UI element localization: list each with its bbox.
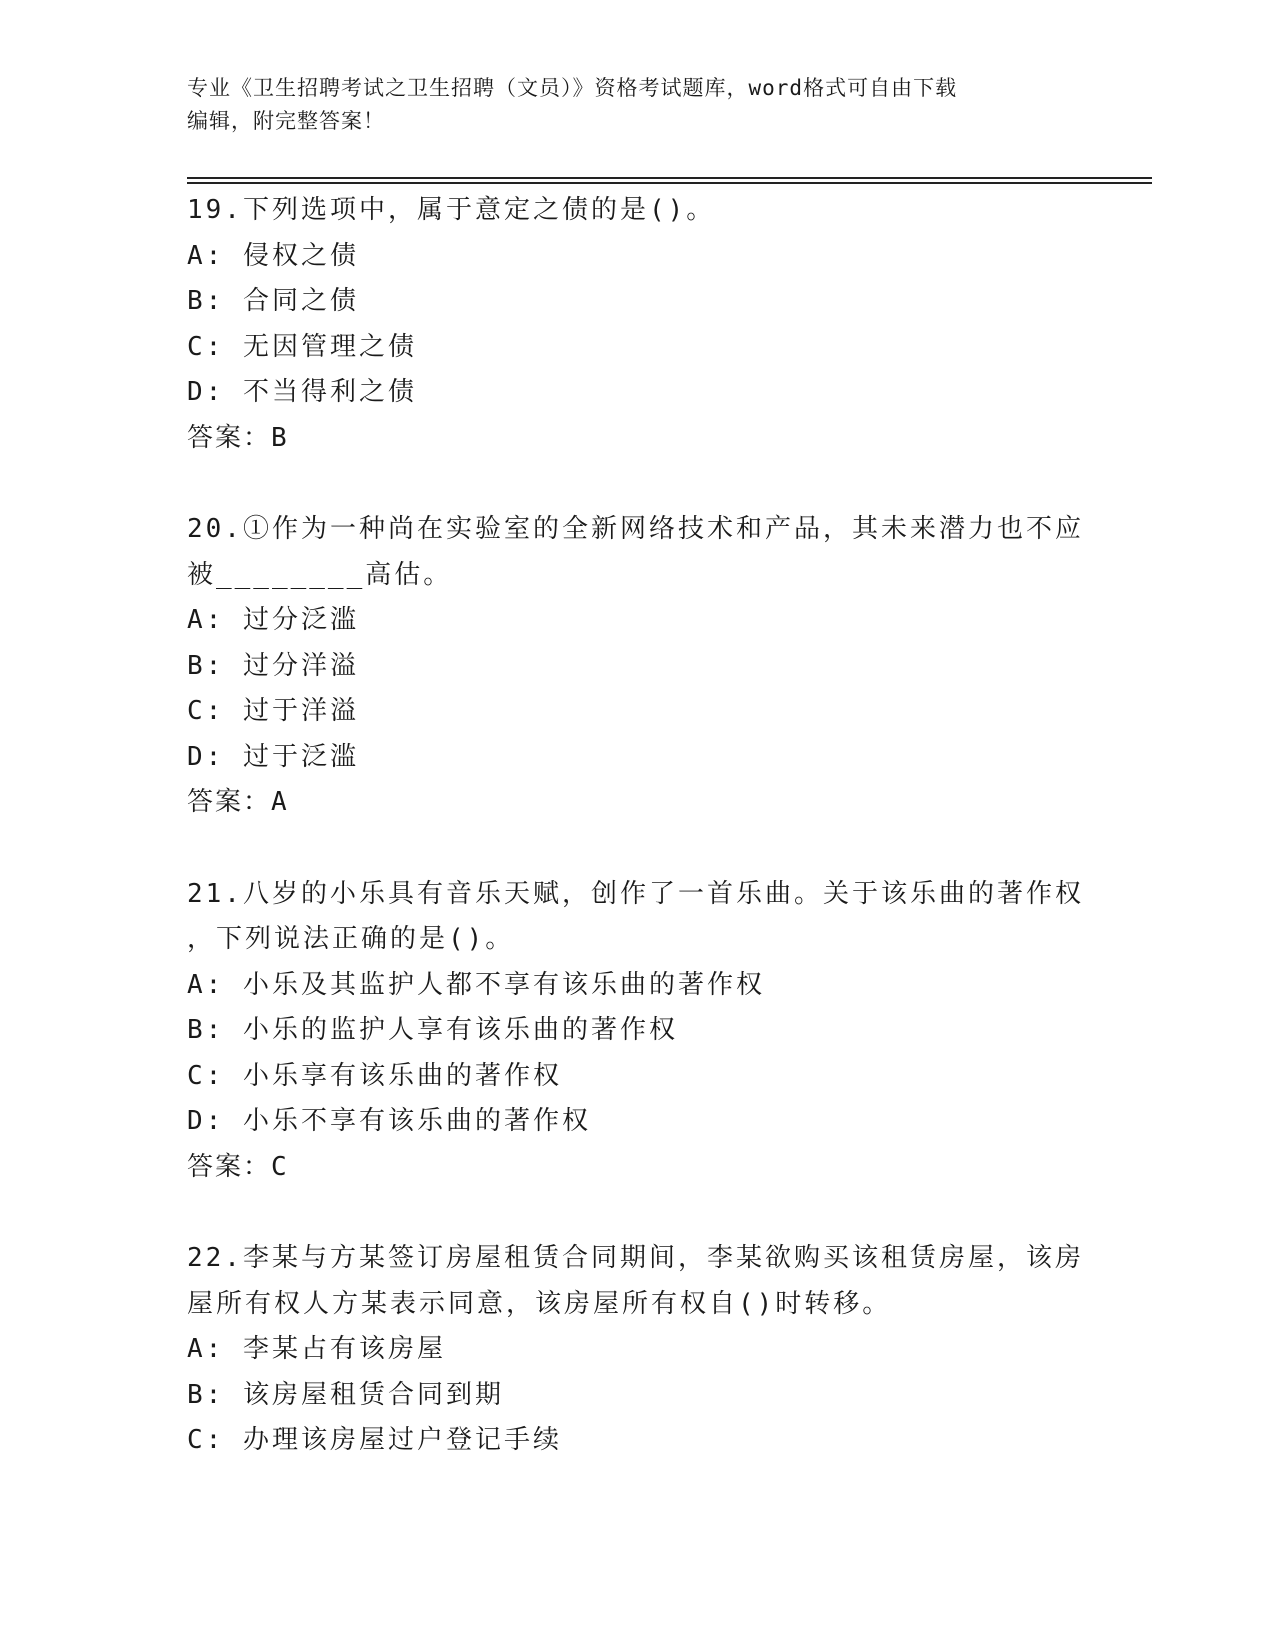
question-list xyxy=(187,188,1087,1510)
option-a: A: 过分泛滥 xyxy=(187,605,359,635)
option-a: A: 李某占有该房屋 xyxy=(187,1334,446,1364)
question-stem-line-2: 被________高估。 xyxy=(187,559,453,590)
option-b: B: 该房屋租赁合同到期 xyxy=(187,1379,504,1410)
answer-value: B xyxy=(271,422,289,453)
header-line-2: 编辑，附完整答案！ xyxy=(187,109,385,133)
header-divider-bottom xyxy=(187,182,1152,184)
question-19 xyxy=(187,188,1087,461)
answer-line xyxy=(187,780,1087,826)
question-stem-line-1: 22.李某与方某签订房屋租赁合同期间，李某欲购买该租赁房屋，该房 xyxy=(187,1243,1084,1273)
question-stem-line-1: 20.①作为一种尚在实验室的全新网络技术和产品，其未来潜力也不应 xyxy=(187,514,1084,544)
question-22 xyxy=(187,1236,1087,1464)
question-stem-line-2: 屋所有权人方某表示同意，该房屋所有权自()时转移。 xyxy=(187,1288,892,1319)
option-b: B: 合同之债 xyxy=(187,286,359,316)
answer-value: A xyxy=(271,787,289,817)
header-line-1: 专业《卫生招聘考试之卫生招聘（文员）》资格考试题库，word格式可自由下载 xyxy=(187,76,958,100)
answer-line xyxy=(187,416,1087,462)
option-d: D: 小乐不享有该乐曲的著作权 xyxy=(187,1106,591,1136)
header-divider-top xyxy=(187,177,1152,179)
option-b: B: 小乐的监护人享有该乐曲的著作权 xyxy=(187,1015,678,1045)
option-b: B: 过分洋溢 xyxy=(187,650,359,681)
option-a: A: 侵权之债 xyxy=(187,240,359,271)
document-header xyxy=(187,72,1067,138)
question-stem: 19.下列选项中，属于意定之债的是()。 xyxy=(187,195,716,225)
answer-label: 答案： xyxy=(187,422,272,453)
option-d: D: 过于泛滥 xyxy=(187,741,359,772)
answer-value: C xyxy=(271,1151,289,1182)
option-c: C: 小乐享有该乐曲的著作权 xyxy=(187,1060,562,1091)
question-21 xyxy=(187,872,1087,1191)
option-c: C: 无因管理之债 xyxy=(187,331,417,362)
answer-label: 答案： xyxy=(187,787,272,817)
answer-label: 答案： xyxy=(187,1151,272,1182)
option-c: C: 过于洋溢 xyxy=(187,696,359,726)
option-c: C: 办理该房屋过户登记手续 xyxy=(187,1425,562,1455)
question-stem-line-1: 21.八岁的小乐具有音乐天赋，创作了一首乐曲。关于该乐曲的著作权 xyxy=(187,878,1084,909)
answer-line xyxy=(187,1145,1087,1191)
question-20 xyxy=(187,507,1087,826)
option-d: D: 不当得利之债 xyxy=(187,377,417,407)
option-a: A: 小乐及其监护人都不享有该乐曲的著作权 xyxy=(187,969,765,1000)
question-stem-line-2: ，下列说法正确的是()。 xyxy=(187,924,515,954)
